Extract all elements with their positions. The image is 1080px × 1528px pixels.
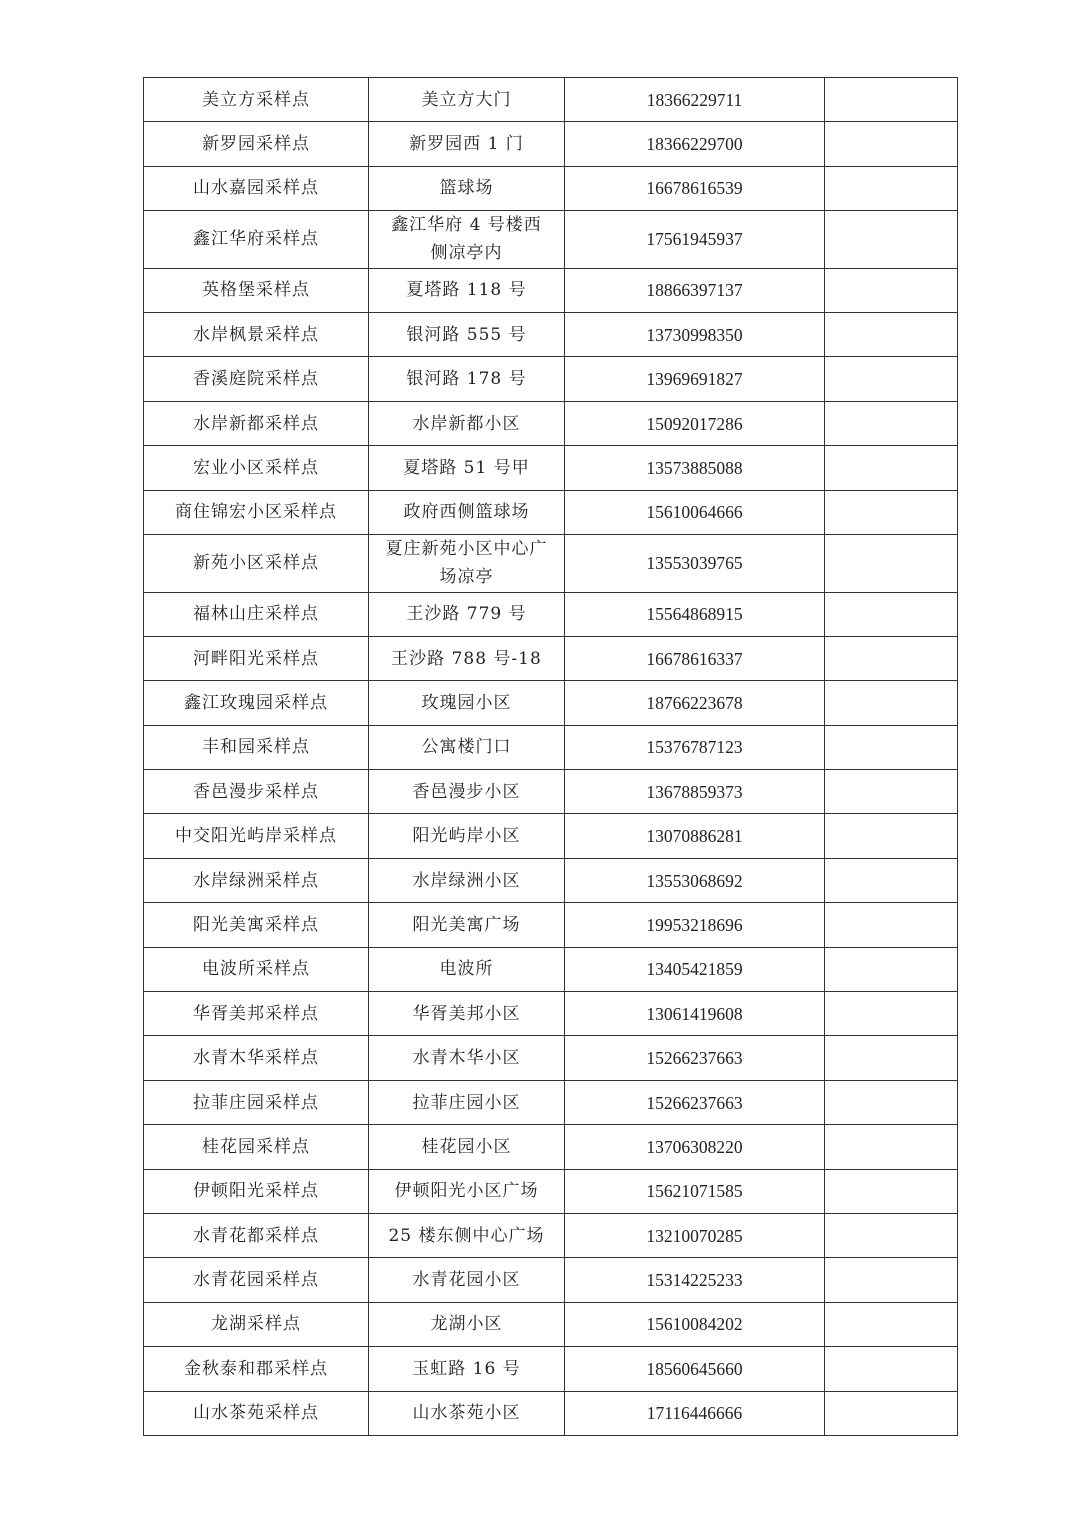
table-row — [144, 592, 958, 636]
sampling-point-name-cell: 电波所采样点 — [144, 947, 369, 991]
phone-cell: 18366229711 — [565, 78, 825, 122]
phone-cell: 15376787123 — [565, 725, 825, 769]
location-cell: 水岸新都小区 — [369, 401, 565, 445]
note-cell — [825, 992, 958, 1036]
location-cell: 新罗园西 1 门 — [369, 122, 565, 166]
note-cell — [825, 681, 958, 725]
location-cell: 王沙路 788 号-18 — [369, 636, 565, 680]
sampling-point-name-cell: 河畔阳光采样点 — [144, 636, 369, 680]
note-cell — [825, 401, 958, 445]
location-cell: 华胥美邦小区 — [369, 992, 565, 1036]
location-cell: 龙湖小区 — [369, 1302, 565, 1346]
phone-cell: 13730998350 — [565, 313, 825, 357]
note-cell — [825, 1302, 958, 1346]
phone-cell: 15266237663 — [565, 1036, 825, 1080]
location-cell: 夏庄新苑小区中心广场凉亭 — [369, 535, 565, 593]
sampling-point-name-cell: 英格堡采样点 — [144, 268, 369, 312]
phone-cell: 18366229700 — [565, 122, 825, 166]
note-cell — [825, 313, 958, 357]
sampling-point-name-cell: 水青花都采样点 — [144, 1213, 369, 1257]
table-row — [144, 446, 958, 490]
phone-cell: 15314225233 — [565, 1258, 825, 1302]
table-row — [144, 770, 958, 814]
location-cell: 拉菲庄园小区 — [369, 1080, 565, 1124]
table-row — [144, 1391, 958, 1435]
sampling-point-name-cell: 华胥美邦采样点 — [144, 992, 369, 1036]
sampling-point-name-cell: 新罗园采样点 — [144, 122, 369, 166]
note-cell — [825, 490, 958, 534]
sampling-point-name-cell: 金秋泰和郡采样点 — [144, 1347, 369, 1391]
phone-cell: 18766223678 — [565, 681, 825, 725]
table-row — [144, 1213, 958, 1257]
sampling-point-name-cell: 桂花园采样点 — [144, 1125, 369, 1169]
location-cell: 阳光美寓广场 — [369, 903, 565, 947]
table-row — [144, 636, 958, 680]
sampling-point-name-cell: 鑫江华府采样点 — [144, 211, 369, 269]
note-cell — [825, 268, 958, 312]
phone-cell: 18866397137 — [565, 268, 825, 312]
note-cell — [825, 211, 958, 269]
sampling-point-name-cell: 龙湖采样点 — [144, 1302, 369, 1346]
location-cell: 夏塔路 118 号 — [369, 268, 565, 312]
table-row — [144, 725, 958, 769]
location-cell: 玉虹路 16 号 — [369, 1347, 565, 1391]
note-cell — [825, 78, 958, 122]
sampling-point-name-cell: 拉菲庄园采样点 — [144, 1080, 369, 1124]
phone-cell: 17116446666 — [565, 1391, 825, 1435]
sampling-point-name-cell: 商住锦宏小区采样点 — [144, 490, 369, 534]
sampling-point-name-cell: 阳光美寓采样点 — [144, 903, 369, 947]
location-cell: 山水茶苑小区 — [369, 1391, 565, 1435]
note-cell — [825, 770, 958, 814]
note-cell — [825, 1169, 958, 1213]
location-cell: 夏塔路 51 号甲 — [369, 446, 565, 490]
note-cell — [825, 1080, 958, 1124]
table-row — [144, 357, 958, 401]
phone-cell: 13678859373 — [565, 770, 825, 814]
phone-cell: 15610084202 — [565, 1302, 825, 1346]
note-cell — [825, 446, 958, 490]
table-row — [144, 1169, 958, 1213]
note-cell — [825, 1347, 958, 1391]
location-cell: 伊顿阳光小区广场 — [369, 1169, 565, 1213]
sampling-point-name-cell: 山水嘉园采样点 — [144, 166, 369, 210]
sampling-point-name-cell: 鑫江玫瑰园采样点 — [144, 681, 369, 725]
note-cell — [825, 814, 958, 858]
phone-cell: 16678616539 — [565, 166, 825, 210]
note-cell — [825, 858, 958, 902]
location-cell: 水青木华小区 — [369, 1036, 565, 1080]
sampling-point-name-cell: 宏业小区采样点 — [144, 446, 369, 490]
phone-cell: 15092017286 — [565, 401, 825, 445]
table-row — [144, 78, 958, 122]
note-cell — [825, 592, 958, 636]
location-cell: 鑫江华府 4 号楼西侧凉亭内 — [369, 211, 565, 269]
phone-cell: 13210070285 — [565, 1213, 825, 1257]
sampling-point-name-cell: 新苑小区采样点 — [144, 535, 369, 593]
table-row — [144, 535, 958, 593]
sampling-point-name-cell: 丰和园采样点 — [144, 725, 369, 769]
phone-cell: 15266237663 — [565, 1080, 825, 1124]
table-row — [144, 1080, 958, 1124]
table-row — [144, 490, 958, 534]
table-row — [144, 1347, 958, 1391]
phone-cell: 13553039765 — [565, 535, 825, 593]
sampling-point-name-cell: 水岸绿洲采样点 — [144, 858, 369, 902]
table-body — [144, 78, 958, 1436]
location-cell: 银河路 555 号 — [369, 313, 565, 357]
table-row — [144, 211, 958, 269]
table-row — [144, 1036, 958, 1080]
table-row — [144, 814, 958, 858]
location-cell: 玫瑰园小区 — [369, 681, 565, 725]
note-cell — [825, 122, 958, 166]
location-cell: 桂花园小区 — [369, 1125, 565, 1169]
sampling-point-name-cell: 水岸枫景采样点 — [144, 313, 369, 357]
phone-cell: 17561945937 — [565, 211, 825, 269]
sampling-point-name-cell: 中交阳光屿岸采样点 — [144, 814, 369, 858]
phone-cell: 15564868915 — [565, 592, 825, 636]
phone-cell: 19953218696 — [565, 903, 825, 947]
phone-cell: 15621071585 — [565, 1169, 825, 1213]
note-cell — [825, 1258, 958, 1302]
table-row — [144, 858, 958, 902]
table-row — [144, 1302, 958, 1346]
note-cell — [825, 357, 958, 401]
table-row — [144, 268, 958, 312]
sampling-point-name-cell: 伊顿阳光采样点 — [144, 1169, 369, 1213]
note-cell — [825, 725, 958, 769]
sampling-point-name-cell: 香溪庭院采样点 — [144, 357, 369, 401]
phone-cell: 13706308220 — [565, 1125, 825, 1169]
location-cell: 政府西侧篮球场 — [369, 490, 565, 534]
location-cell: 篮球场 — [369, 166, 565, 210]
location-cell: 电波所 — [369, 947, 565, 991]
location-cell: 公寓楼门口 — [369, 725, 565, 769]
table-row — [144, 166, 958, 210]
sampling-point-name-cell: 山水茶苑采样点 — [144, 1391, 369, 1435]
location-cell: 25 楼东侧中心广场 — [369, 1213, 565, 1257]
table-row — [144, 681, 958, 725]
note-cell — [825, 1391, 958, 1435]
note-cell — [825, 903, 958, 947]
phone-cell: 13573885088 — [565, 446, 825, 490]
phone-cell: 15610064666 — [565, 490, 825, 534]
table-row — [144, 992, 958, 1036]
phone-cell: 18560645660 — [565, 1347, 825, 1391]
note-cell — [825, 947, 958, 991]
table-row — [144, 313, 958, 357]
sampling-point-name-cell: 美立方采样点 — [144, 78, 369, 122]
phone-cell: 13405421859 — [565, 947, 825, 991]
phone-cell: 13553068692 — [565, 858, 825, 902]
table-row — [144, 947, 958, 991]
sampling-point-name-cell: 香邑漫步采样点 — [144, 770, 369, 814]
sampling-point-name-cell: 水青木华采样点 — [144, 1036, 369, 1080]
sampling-points-table — [143, 77, 958, 1436]
table-row — [144, 122, 958, 166]
sampling-point-name-cell: 福林山庄采样点 — [144, 592, 369, 636]
location-cell: 阳光屿岸小区 — [369, 814, 565, 858]
phone-cell: 13969691827 — [565, 357, 825, 401]
note-cell — [825, 1125, 958, 1169]
table-row — [144, 903, 958, 947]
sampling-point-name-cell: 水青花园采样点 — [144, 1258, 369, 1302]
location-cell: 水岸绿洲小区 — [369, 858, 565, 902]
note-cell — [825, 166, 958, 210]
table-row — [144, 1258, 958, 1302]
note-cell — [825, 1036, 958, 1080]
note-cell — [825, 535, 958, 593]
table-row — [144, 401, 958, 445]
location-cell: 银河路 178 号 — [369, 357, 565, 401]
note-cell — [825, 1213, 958, 1257]
location-cell: 水青花园小区 — [369, 1258, 565, 1302]
phone-cell: 16678616337 — [565, 636, 825, 680]
location-cell: 王沙路 779 号 — [369, 592, 565, 636]
phone-cell: 13070886281 — [565, 814, 825, 858]
location-cell: 美立方大门 — [369, 78, 565, 122]
note-cell — [825, 636, 958, 680]
phone-cell: 13061419608 — [565, 992, 825, 1036]
sampling-point-name-cell: 水岸新都采样点 — [144, 401, 369, 445]
table-row — [144, 1125, 958, 1169]
location-cell: 香邑漫步小区 — [369, 770, 565, 814]
